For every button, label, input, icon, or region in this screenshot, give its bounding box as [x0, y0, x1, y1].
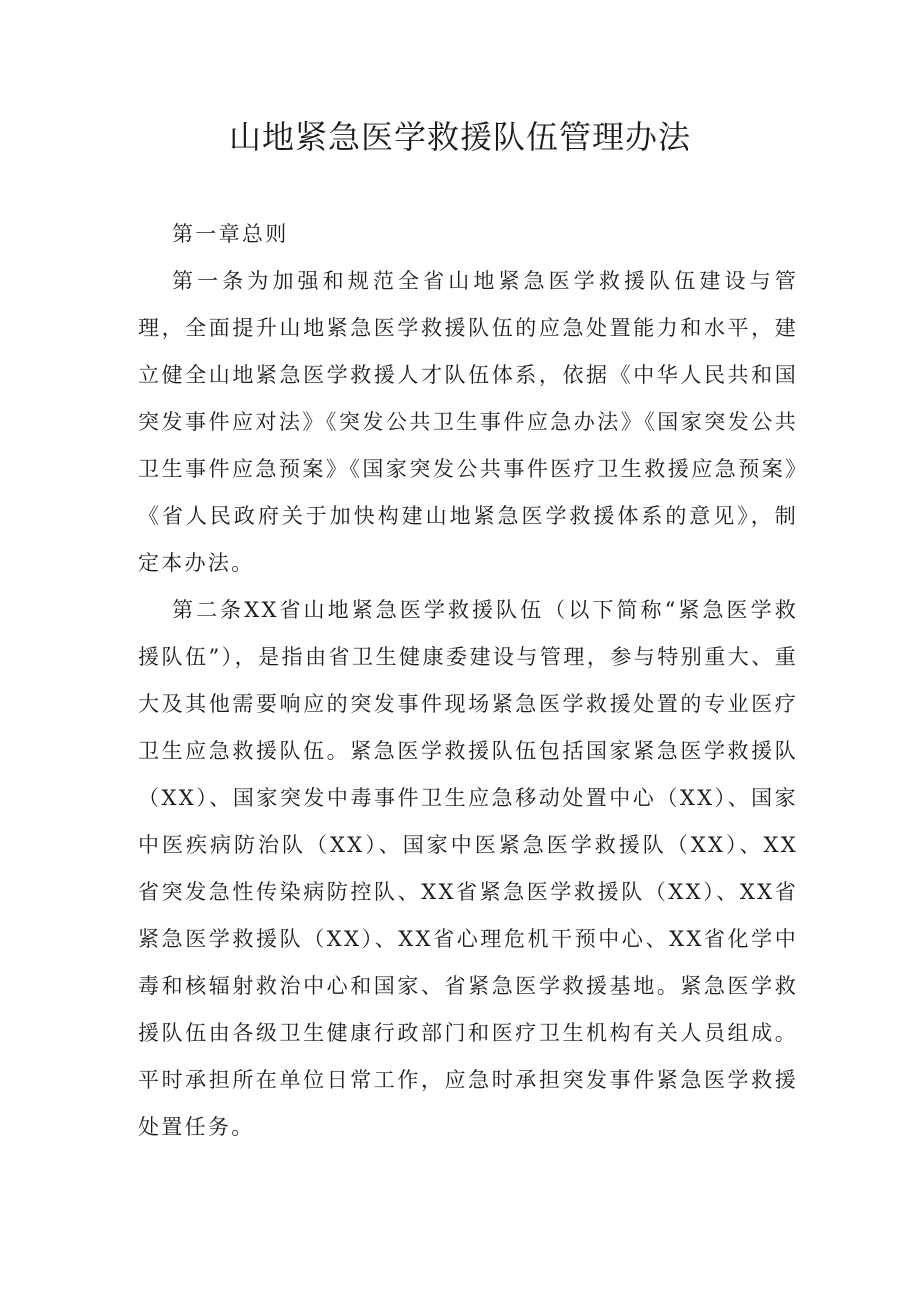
article-1-paragraph: 第一条为加强和规范全省山地紧急医学救援队伍建设与管理，全面提升山地紧急医学救援队伍的应急处置能力和水平，建立健全山地紧急医学救援人才队伍体系，依据《中华人民共和国突发事件应对法》《突发公共卫生事件应急办法》《国家突发公共卫生事件应急预案》《国家突发公共事件医疗卫生救援应急预案》《省人民政府关于加快构建山地紧急医学救援体系的意见》，制定本办法。 [138, 269, 798, 575]
chapter-heading: 第一章总则 [172, 222, 289, 246]
document-body [138, 211, 798, 1151]
article-2-paragraph: 第二条XX省山地紧急医学救援队伍（以下简称“紧急医学救援队伍”），是指由省卫生健康委建设与管理，参与特别重大、重大及其他需要响应的突发事件现场紧急医学救援处置的专业医疗卫生应急救援队伍。紧急医学救援队伍包括国家紧急医学救援队（XX）、国家突发中毒事件卫生应急移动处置中心（XX）、国家中医疾病防治队（XX）、国家中医紧急医学救援队（XX）、XX省突发急性传染病防控队、XX省紧急医学救援队（XX）、XX省紧急医学救援队（XX）、XX省心理危机干预中心、XX省化学中毒和核辐射救治中心和国家、省紧急医学救援基地。紧急医学救援队伍由各级卫生健康行政部门和医疗卫生机构有关人员组成。平时承担所在单位日常工作，应急时承担突发事件紧急医学救援处置任务。 [138, 598, 798, 1139]
document-title: 山地紧急医学救援队伍管理办法 [228, 118, 691, 156]
